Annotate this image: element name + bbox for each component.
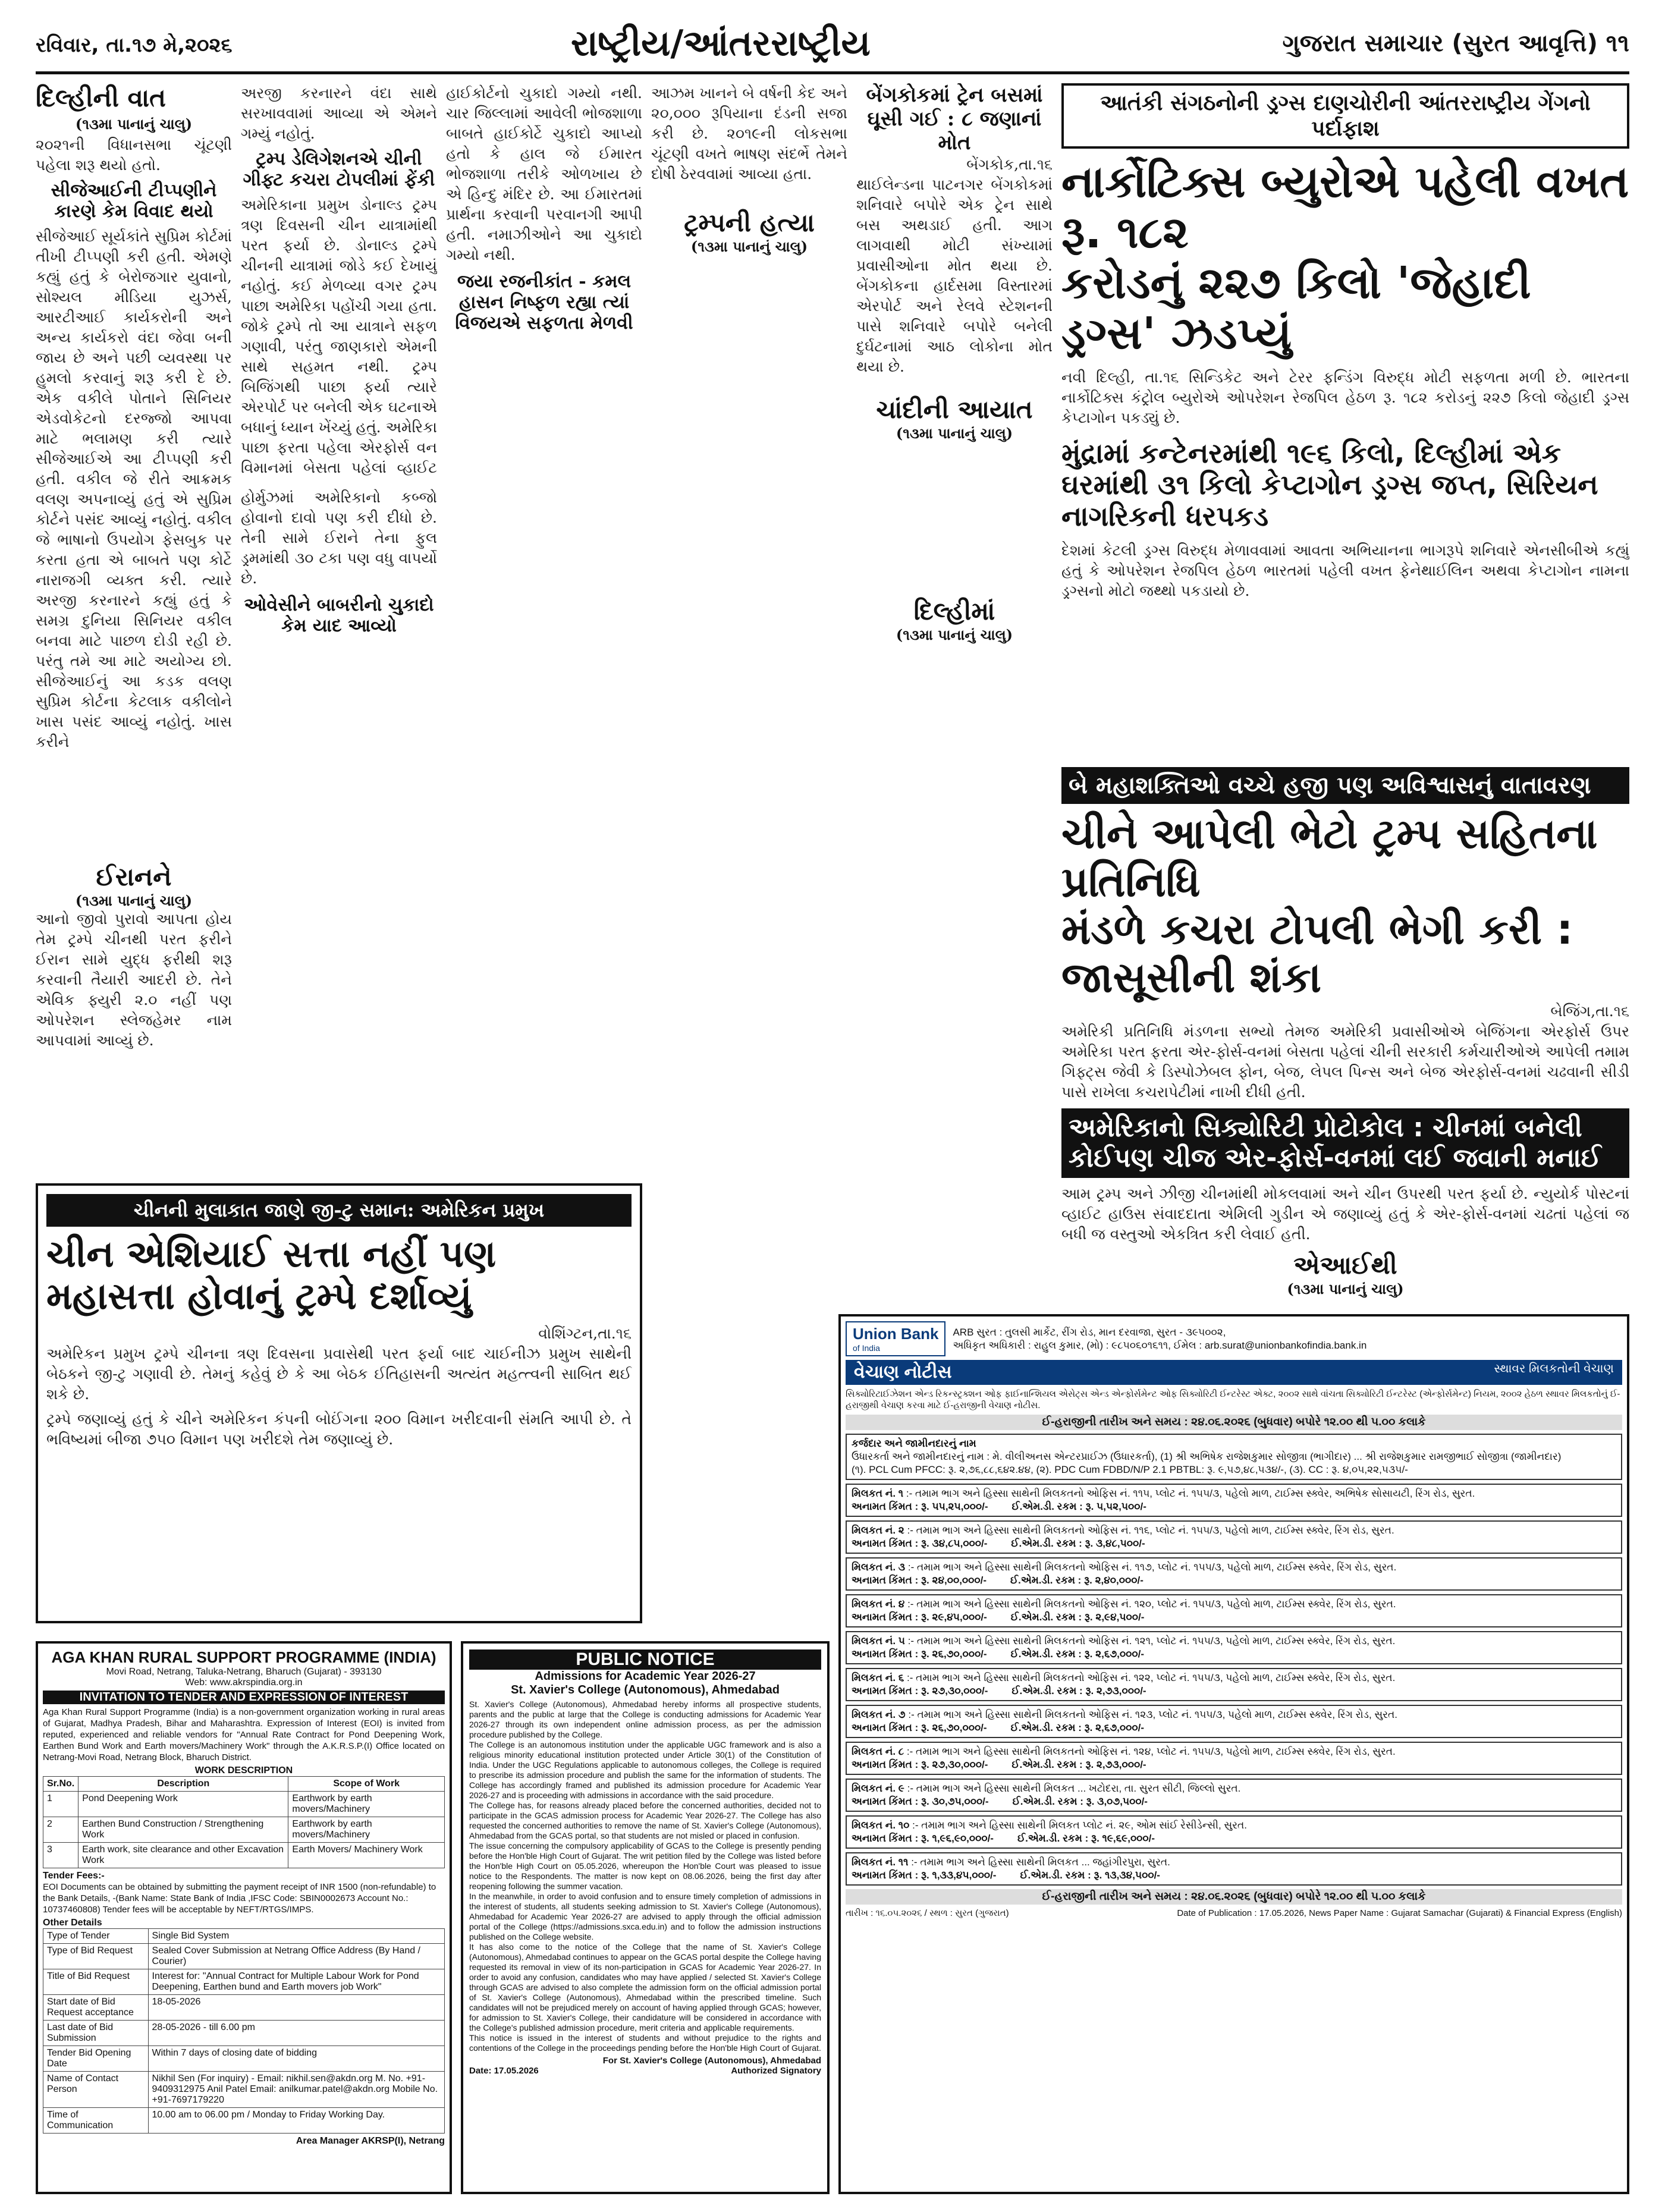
bank-subname: of India: [853, 1343, 880, 1353]
headline: બેંગકોકમાં ટ્રેન બસમાં ઘૂસી ગઈ : ૮ જણાનાં મોત: [866, 83, 1043, 155]
body-paragraph: આમ ટ્રમ્પ અને ઝીજી ચીનમાંથી મોકલવામાં અને ચીન ઉપરથી પરત ફર્યા છે. ન્યુયોર્ક પોસ્ટનાં વ્હાઈટ હાઉસ સંવાદદાતા એમિલી ગુડીન એ જણાવ્યું હતું કે એર-ફોર્સ-વનમાં ચઢતાં પહેલાં જ બધી જ વસ્તુઓ એકત્રિત કરી લેવાઈ હતી.: [1061, 1185, 1629, 1243]
section-title: રાષ્ટ્રીય/આંતરરાષ્ટ્રીય: [571, 23, 871, 64]
borrower-names: ઉધારકર્તા અને જામીનદારનું નામ : મે. વીલીઅનસ એન્ટરપ્રાઈઝ (ઉધારકર્તા), (1) શ્રી અભિષેક રાજેશકુમાર સોજીત્રા (ભાગીદાર) ... શ્રી રાજેશકુમાર રામજીભાઈ સોજીત્રા (જામીનદાર): [852, 1451, 1562, 1462]
china-gifts-story: [1061, 767, 1629, 1302]
table-row: [43, 2072, 445, 2108]
emd-amount: [1013, 1795, 1148, 1808]
work-table: [43, 1776, 445, 1868]
column-hormuz: [241, 488, 437, 821]
table-row: [43, 1929, 445, 1944]
sale-notice-title: વેચાણ નોટીસ: [854, 1362, 952, 1382]
fee-text: EOI Documents can be obtained by submitting the payment receipt of INR 1500 (non-refundable) to the Bank Details, -(Bank Name: State Bank of India ,IFSC Code: SBIN0002673 Account No.: 10737460808) Tender fees will be acceptable by NEFT/RTGS/IMPS.: [43, 1882, 436, 1915]
lot-description: મિલકત નં. ૧ :- તમામ ભાગ અને હિસ્સા સાથેની મિલકતનો ઓફિસ નં. ૧૧૫, પ્લોટ નં. ૧૫૫/૩, પહેલો માળ, ટાઈમ્સ સ્ક્વેર, અભિષેક સોસાયટી, રિંગ રોડ, સુરત.: [852, 1488, 1475, 1499]
table-row: [43, 1944, 445, 1969]
headline-line-2: કરોડનું ૨૨૭ કિલો 'જેહાદી ડ્રગ્સ' ઝડપ્યું: [1061, 257, 1531, 360]
table-cell: Earth work, site clearance and other Excavation Work: [78, 1843, 288, 1868]
date-line: રવિવાર, તા.૧૭ મે,૨૦૨૬: [36, 33, 233, 57]
table-cell: Pond Deepening Work: [78, 1792, 288, 1817]
headline: ચીન એશિયાઈ સત્તા નહીં પણ મહાસત્તા હોવાનું ટ્રમ્પે દર્શાવ્યું: [46, 1232, 497, 1318]
emd-label: ઈ.એમ.ડી. રકમ :: [1011, 1501, 1083, 1512]
reserve-value: રૂ. ૧,૯૬,૯૦,૦૦૦/-: [921, 1833, 994, 1844]
lot-description: મિલકત નં. ૩ :- તમામ ભાગ અને હિસ્સા સાથેની મિલકતનો ઓફિસ નં. ૧૧૭, પ્લોટ નં. ૧૫૫/૩, પહેલો માળ, ટાઈમ્સ સ્ક્વેર, રિંગ રોડ, સુરત.: [852, 1561, 1397, 1573]
public-notice: [461, 1641, 830, 2194]
paragraph: અરજી કરનારને વંદા સાથે સરખાવવામાં આવ્યા એ એમને ગમ્યું નહોતું.: [241, 84, 437, 142]
lot-text: તમામ ભાગ અને હિસ્સા સાથેની મિલકતનો ઓફિસ નં. ૧૨૨, પ્લોટ નં. ૧૫૫/૩, પહેલો માળ, ટાઈમ્સ સ્ક્વેર, રિંગ રોડ, સુરત.: [916, 1672, 1396, 1683]
notice-authority: Authorized Signatory: [731, 2066, 821, 2076]
reserve-price: [852, 1832, 994, 1845]
article-title: દિલ્હીની વાત: [36, 83, 166, 112]
reserve-value: રૂ. ૨૭,૩૦,૦૦૦/-: [921, 1685, 988, 1696]
notice-body: [469, 1699, 821, 2053]
paragraph: ટ્રમ્પે જણાવ્યું હતું કે ચીને અમેરિકન કંપની બોઈંગના ૨૦૦ વિમાન ખરીદવાની સંમતિ આપી છે. તે ભવિષ્યમાં બીજા ૭૫૦ વિમાન પણ ખરીદશે તેમ જણાવ્યું છે.: [46, 1410, 632, 1448]
reserve-label: અનામત કિંમત :: [852, 1796, 919, 1807]
lot-label: મિલકત નં. ૪: [852, 1598, 905, 1610]
notice-subtitle: Admissions for Academic Year 2026-27: [535, 1670, 756, 1683]
paragraph: St. Xavier's College (Autonomous), Ahmedabad hereby informs all prospective students, parents and the public at large that the College is conducting admissions for Academic Year 2026-27 through its own independent online admission process, as per the admission procedure published by the College.: [469, 1699, 821, 1739]
paper-name: ગુજરાત સમાચાર (સુરત આવૃત્તિ) ૧૧: [1282, 30, 1629, 57]
emd-value: રૂ. ૨,૭૩,૦૦૦/-: [1085, 1759, 1146, 1770]
lot-amounts: [852, 1500, 1616, 1513]
emd-amount: [1011, 1648, 1144, 1661]
sale-notice-subtitle: સ્થાવર મિલકતોની વેચાણ: [1494, 1362, 1614, 1375]
reserve-value: રૂ. ૨૬,૭૦,૦૦૦/-: [921, 1648, 987, 1660]
subheadline: અમેરિકાનો સિક્યોરિટી પ્રોટોકોલ : ચીનમાં બનેલી કોઈપણ ચીજ એર-ફોર્સ-વનમાં લઈ જવાની મનાઈ: [1061, 1108, 1629, 1178]
tender-title: INVITATION TO TENDER AND EXPRESSION OF INTEREST: [43, 1691, 445, 1704]
emd-label: ઈ.એમ.ડી. રકમ :: [1017, 1833, 1089, 1844]
headline-line-1: ચીને આપેલી ભેટો ટ્રમ્પ સહિતના પ્રતિનિધિ: [1061, 809, 1598, 906]
reserve-value: રૂ. ૨૪,૦૦,૦૦૦/-: [921, 1575, 987, 1586]
bank-logo: [846, 1321, 945, 1356]
continuation-note: (૧૩મા પાનાનું ચાલુ): [1287, 1280, 1404, 1298]
reserve-price: [852, 1611, 987, 1624]
property-lot: [846, 1852, 1622, 1886]
table-cell: Earthen Bund Construction / Strengthening Work: [78, 1817, 288, 1843]
reserve-value: રૂ. ૨૬,૭૦,૦૦૦/-: [921, 1722, 987, 1733]
emd-label: ઈ.એમ.ડી. રકમ :: [1010, 1648, 1082, 1660]
dateline: વોશિંગ્ટન,તા.૧૬: [538, 1324, 632, 1342]
section-title: ચાંદીની આયાત: [876, 395, 1033, 424]
notice-date: Date: 17.05.2026: [469, 2066, 539, 2076]
reserve-price: [852, 1795, 989, 1808]
property-lot: [846, 1520, 1622, 1554]
reserve-value: રૂ. ૨૯,૪૫,૦૦૦/-: [921, 1611, 987, 1623]
sale-notice-bar: [846, 1360, 1622, 1385]
paragraph: સીજેઆઈ સૂર્યકાંતે સુપ્રિમ કોર્ટમાં તીખી ટીપ્પણી કરી હતી. એમણે કહ્યું હતું કે બેરોજગાર યુવાનો, સોશ્યલ મીડિયા યુઝર્સ, આરટીઆઈ કાર્યકરોની અને અન્ય કાર્યકરો વંદા જેવા બની જાય છે અને પછી વ્યવસ્થા પર હુમલો કરવાનું શરૂ કરી દે છે. એક વકીલે પોતાને સિનિયર એડવોકેટનો દરજ્જો આપવા માટે ભલામણ કરી ત્યારે સીજેઆઈએ આ ટીપ્પણી કરી હતી. વકીલ જે રીતે આક્રમક વલણ અપનાવ્યું હતું એ સુપ્રિમ કોર્ટને પસંદ આવ્યું નહોતું. વકીલ જે ભાષાનો ઉપયોગ ફેસબુક પર કરતા હતા એ બાબતે પણ કોર્ટે નારાજગી વ્યક્ત કરી. ત્યારે અરજી કરનારને કહ્યું હતું કે સમગ્ર દુનિયા સિનિયર વકીલ બનવા માટે પાછળ દોડી રહી છે. પરંતુ તમે આ માટે અયોગ્ય છો. સીજેઆઈનું આ કડક વલણ સુપ્રિમ કોર્ટના કેટલાક વકીલોને ખાસ પસંદ આવ્યું નહોતું. ખાસ કરીને: [36, 228, 232, 750]
table-cell: Time of Communication: [43, 2108, 149, 2134]
kicker-box: [1061, 83, 1629, 149]
emd-amount: [1011, 1685, 1146, 1698]
lead-paragraph: નવી દિલ્હી, તા.૧૬ સિન્ડિકેટ અને ટેરર ફન્ડિંગ વિરુદ્ધ મોટી સફળતા મળી છે. ભારતના નાર્કોટિક્સ કંટ્રોલ બ્યુરોએ ઓપરેશન રેજપિલ હેઠળ રૂ. ૧૮૨ કરોડનું ૨૨૭ કિલો જેહાદી ડ્રગ્સ કેપ્ટાગોન પકડ્યું છે.: [1061, 369, 1629, 427]
reserve-price: [852, 1537, 987, 1550]
notice-title: PUBLIC NOTICE: [469, 1649, 821, 1670]
reserve-label: અનામત કિંમત :: [852, 1685, 919, 1696]
property-lot: [846, 1484, 1622, 1517]
table-row: [43, 1843, 445, 1868]
reserve-price: [852, 1721, 987, 1735]
emd-value: રૂ. ૨,૬૭,૦૦૦/-: [1084, 1648, 1144, 1660]
auction-date: ઈ-હરાજીની તારીખ અને સમય : ૨૪.૦૬.૨૦૨૬ (બુધવાર) બપોરે ૧૨.૦૦ થી ૫.૦૦ કલાકે: [846, 1415, 1622, 1430]
paragraph: It has also come to the notice of the College that the name of St. Xavier's College (Autonomous), Ahmedabad continues to appear on the GCAS portal despite the College having requested its removal in view of its non-participation in GCAS for Academic Year 2026-27. In order to avoid any confusion, candidates who may have applied / selected St. Xavier's College through GCAS are advised to also complete the admission form on the official admission portal of St. Xavier's College (Autonomous), Ahmedabad within the prescribed timeline. Such candidates will not be prejudiced merely on account of having applied through GCAS; however, for admission to St. Xavier's College, their candidature will be considered in accordance with the College's published admission procedure, merit criteria and applicable requirements.: [469, 1942, 821, 2032]
reserve-label: અનામત કિંમત :: [852, 1648, 919, 1660]
section-title: ટ્રમ્પની હત્યા: [684, 208, 815, 237]
paragraph: ૨૦૨૧ની વિધાનસભા ચૂંટણી પહેલા શરૂ થયો હતો.: [36, 136, 232, 174]
table-cell: 2: [43, 1817, 78, 1843]
emd-label: ઈ.એમ.ડી. રકમ :: [1010, 1722, 1082, 1733]
sale-intro: સિક્યોરિટાઈઝેશન એન્ડ રિકન્સ્ટ્રક્શન ઓફ ફાઈનાન્શિયલ એસેટ્સ એન્ડ એન્ફોર્સમેન્ટ ઓફ સિક્યોરિટી ઈન્ટરેસ્ટ એક્ટ, ૨૦૦૨ સાથે વાંચતા સિક્યોરિટી ઈન્ટરેસ્ટ (એન્ફોર્સમેન્ટ) નિયમ, ૨૦૦૨ હેઠળ સ્થાવર મિલકતોનું ઈ-હરાજીથી વેચાણ કરવા માટે ઈ-હરાજીની વેચાણ નોટીસ.: [846, 1389, 1620, 1410]
lot-amounts: [852, 1648, 1616, 1661]
lot-description: મિલકત નં. ૨ :- તમામ ભાગ અને હિસ્સા સાથેની મિલકતનો ઓફિસ નં. ૧૧૬, પ્લોટ નં. ૧૫૫/૩, પહેલો માળ, ટાઈમ્સ સ્ક્વેર, રિંગ રોડ, સુરત.: [852, 1525, 1394, 1536]
emd-amount: [1010, 1574, 1143, 1587]
lot-label: મિલકત નં. ૮: [852, 1746, 904, 1757]
work-heading: WORK DESCRIPTION: [194, 1765, 293, 1776]
table-cell: Nikhil Sen (For inquiry) - Email: nikhil.sen@akdn.org M. No. +91-9409312975 Anil Patel Email: anilkumar.patel@akdn.org Mobile No. +91-7697179220: [148, 2072, 444, 2108]
table-cell: Type of Tender: [43, 1929, 149, 1944]
reserve-label: અનામત કિંમત :: [852, 1869, 919, 1881]
table-cell: Last date of Bid Submission: [43, 2021, 149, 2046]
notice-subtitle: St. Xavier's College (Autonomous), Ahmedabad: [511, 1683, 780, 1696]
property-lot: [846, 1779, 1622, 1812]
borrower-block: [846, 1434, 1622, 1480]
emd-label: ઈ.એમ.ડી. રકમ :: [1020, 1869, 1091, 1881]
emd-amount: [1011, 1611, 1145, 1624]
lot-label: મિલકત નં. ૫: [852, 1635, 905, 1647]
emd-value: રૂ. ૨,૭૩,૦૦૦/-: [1085, 1685, 1146, 1696]
emd-label: ઈ.એમ.ડી. રકમ :: [1011, 1759, 1083, 1770]
subheading: ટ્રમ્પ ડેલિગેશનએ ચીની ગીફ્ટ કચરા ટોપલીમાં ફેંકી: [243, 149, 435, 190]
paragraph: થાઈલેન્ડના પાટનગર બેંગકોકમાં શનિવારે બપોરે એક ટ્રેન સાથે બસ અથડાઈ હતી. આગ લાગવાથી મોટી સંખ્યામાં પ્રવાસીઓના મોત થયા છે. બેંગકોકના હાર્દસમા વિસ્તારમાં એરપોર્ટ અને રેલવે સ્ટેશનની પાસે શનિવારે બપોરે બનેલી દુર્ઘટનામાં આઠ લોકોના મોત થયા છે.: [856, 176, 1053, 375]
section-title: એઆઈથી: [1293, 1250, 1397, 1280]
lot-label: મિલકત નં. ૬: [852, 1672, 904, 1683]
bank-officer: અધિકૃત અધિકારી : રાહુલ કુમાર, (મો) : ૯૮૫૦૬૦૧૬૧૧, ઈમેલ : arb.surat@unionbankofindia.bank.in: [953, 1339, 1367, 1351]
section-title: ઈરાનને: [96, 862, 172, 891]
subheading: જયા રજનીકાંત - કમલ હાસન નિષ્ફળ રહ્યા ત્યાં વિજયએ સફળતા મેળવી: [455, 271, 633, 334]
paragraph: આનો જીવો પુરાવો આપતા હોય તેમ ટ્રમ્પે ચીનથી પરત ફરીને ઈરાન સામે યુદ્ધ ફરીથી શરૂ કરવાની તૈયારી આદરી છે. તેને એવિક ફ્યુરી ૨.૦ નહીં પણ ઓપરેશન સ્લેજહેમર નામ આપવામાં આવ્યું છે.: [36, 910, 232, 1049]
lot-description: મિલકત નં. ૬ :- તમામ ભાગ અને હિસ્સા સાથેની મિલકતનો ઓફિસ નં. ૧૨૨, પ્લોટ નં. ૧૫૫/૩, પહેલો માળ, ટાઈમ્સ સ્ક્વેર, રિંગ રોડ, સુરત.: [852, 1672, 1396, 1683]
column-trump-gift: [241, 83, 437, 476]
lot-label: મિલકત નં. ૧૦: [852, 1820, 910, 1831]
lot-amounts: [852, 1869, 1616, 1882]
emd-value: રૂ. ૧૩,૩૪,૫૦૦/-: [1094, 1869, 1160, 1881]
emd-label: ઈ.એમ.ડી. રકમ :: [1010, 1575, 1082, 1586]
emd-amount: [1011, 1537, 1145, 1550]
emd-value: રૂ. ૨,૬૭,૦૦૦/-: [1084, 1722, 1144, 1733]
table-cell: Title of Bid Request: [43, 1969, 149, 1995]
reserve-price: [852, 1869, 996, 1882]
column-azam-khan: [651, 83, 847, 850]
table-cell: 18-05-2026: [148, 1995, 444, 2021]
kicker: બે મહાશક્તિઓ વચ્ચે હજી પણ અવિશ્વાસનું વાતાવરણ: [1061, 767, 1629, 804]
closing-auction-date: ઈ-હરાજીની તારીખ અને સમય : ૨૪.૦૬.૨૦૨૬ (બુધવાર) બપોરે ૧૨.૦૦ થી ૫.૦૦ કલાકે: [846, 1889, 1622, 1905]
lot-text: તમામ ભાગ અને હિસ્સા સાથેની મિલકત ... ખટોદરા, તા. સુરત સીટી, જિલ્લો સુરત.: [916, 1783, 1241, 1794]
lot-text: તમામ ભાગ અને હિસ્સા સાથેની મિલકતનો ઓફિસ નં. ૧૨૦, પ્લોટ નં. ૧૫૫/૩, પહેલો માળ, ટાઈમ્સ સ્ક્વેર, રિંગ રોડ, સુરત.: [916, 1598, 1396, 1610]
paragraph: આઝમ ખાનને બે વર્ષની કેદ અને ૨૦,૦૦૦ રૂપિયાના દંડની સજા કરી છે. ૨૦૧૯ની લોકસભા ચૂંટણી વખતે ભાષણ સંદર્ભે તેમને દોષી ઠેરવવામાં આવ્યા હતા.: [651, 84, 847, 183]
lot-amounts: [852, 1758, 1616, 1771]
reserve-value: રૂ. ૧,૩૩,૪૫,૦૦૦/-: [921, 1869, 997, 1881]
reserve-label: અનામત કિંમત :: [852, 1611, 919, 1623]
borrower-label: કર્જદાર અને જામીનદારનું નામ: [852, 1438, 976, 1449]
emd-amount: [1012, 1500, 1146, 1513]
bank-contact: [953, 1326, 1366, 1352]
lot-label: મિલકત નં. ૯: [852, 1783, 904, 1794]
reserve-label: અનામત કિંમત :: [852, 1722, 919, 1733]
emd-label: ઈ.એમ.ડી. રકમ :: [1011, 1685, 1083, 1696]
table-header: Scope of Work: [288, 1777, 445, 1792]
table-cell: Tender Bid Opening Date: [43, 2046, 149, 2072]
table-cell: Within 7 days of closing date of bidding: [148, 2046, 444, 2072]
lot-description: મિલકત નં. ૮ :- તમામ ભાગ અને હિસ્સા સાથેની મિલકતનો ઓફિસ નં. ૧૨૪, પ્લોટ નં. ૧૫૫/૩, પહેલો માળ, ટાઈમ્સ સ્ક્વેર, રિંગ રોડ, સુરત.: [852, 1746, 1396, 1757]
table-header: Sr.No.: [43, 1777, 78, 1792]
reserve-label: અનામત કિંમત :: [852, 1833, 919, 1844]
continuation-note: (૧૩મા પાનાનું ચાલુ): [896, 626, 1013, 643]
footer-publication: Date of Publication : 17.05.2026, News Paper Name : Gujarat Samachar (Gujarati) & Financial Express (English): [1177, 1908, 1622, 1918]
property-lot: [846, 1705, 1622, 1738]
notice-footer: [846, 1908, 1622, 1918]
table-row: [43, 2108, 445, 2134]
details-table: [43, 1928, 445, 2134]
china-story-box: [36, 1183, 642, 1623]
emd-label: ઈ.એમ.ડી. રકમ :: [1011, 1538, 1082, 1549]
org-name: AGA KHAN RURAL SUPPORT PROGRAMME (INDIA): [51, 1648, 436, 1666]
emd-amount: [1020, 1869, 1160, 1882]
paragraph: This notice is issued in the interest of students and without prejudice to the rights and contentions of the College in the proceedings pending before the Hon'ble High Court of Gujarat.: [469, 2033, 821, 2053]
continuation-note: (૧૩મા પાનાનું ચાલુ): [75, 892, 193, 909]
table-row: [43, 1792, 445, 1817]
table-cell: 10.00 am to 06.00 pm / Monday to Friday Working Day.: [148, 2108, 444, 2134]
lot-amounts: [852, 1574, 1616, 1587]
drugs-banner-story: [1061, 83, 1629, 755]
emd-amount: [1011, 1758, 1146, 1771]
lot-text: તમામ ભાગ અને હિસ્સા સાથેની મિલકત પ્લોટ નં. ૨૯, ઓમ સાંઈ રેસીડેન્સી, સુરત.: [921, 1820, 1247, 1831]
reserve-label: અનામત કિંમત :: [852, 1501, 919, 1512]
table-cell: 28-05-2026 - till 6.00 pm: [148, 2021, 444, 2046]
notice-footer: [469, 2066, 821, 2076]
table-row: [43, 2021, 445, 2046]
emd-label: ઈ.એમ.ડી. રકમ :: [1012, 1796, 1083, 1807]
paragraph: In the meanwhile, in order to avoid confusion and to ensure timely completion of admissions in the interest of students, all students seeking admission to St. Xavier's College (Autonomous), Ahmedabad for Academic Year 2026-27 are advised to apply through the official admission portal of the College (https://admissions.sxca.edu.in) and to follow the admission instructions published on the College website.: [469, 1891, 821, 1941]
lot-text: તમામ ભાગ અને હિસ્સા સાથેની મિલકતનો ઓફિસ નં. ૧૧૫, પ્લોટ નં. ૧૫૫/૩, પહેલો માળ, ટાઈમ્સ સ્ક્વેર, અભિષેક સોસાયટી, રિંગ રોડ, સુરત.: [915, 1488, 1475, 1499]
lot-amounts: [852, 1795, 1616, 1808]
table-cell: Sealed Cover Submission at Netrang Office Address (By Hand / Courier): [148, 1944, 444, 1969]
property-lot: [846, 1631, 1622, 1664]
lot-amounts: [852, 1685, 1616, 1698]
paragraph: હાઈકોર્ટનો ચુકાદો ગમ્યો નથી. ચાર જિલ્લામાં આવેલી ભોજશાળા બાબતે હાઈકોર્ટે ચુકાદો આપ્યો હતો કે હાલ જે ઈમારત ભોજશાળા તરીકે ઓળખાય છે એ હિન્દુ મંદિર છે. આ ઈમારતમાં પ્રાર્થના કરવાની પરવાનગી આપી હતી. નમાઝીઓને આ ચુકાદો ગમ્યો નથી.: [446, 84, 642, 263]
paragraph: The College has, for reasons already placed before the concerned authorities, decided not to participate in the GCAS admission process for Academic Year 2026-27. The College has also requested the concerned authorities to remove the name of St. Xavier's College (Autonomous), Ahmedabad from the GCAS portal, so that students are not misled or placed in confusion.: [469, 1801, 821, 1840]
emd-value: રૂ. ૨,૯૪,૫૦૦/-: [1084, 1611, 1145, 1623]
table-cell: Earthwork by earth movers/Machinery: [288, 1817, 445, 1843]
paragraph: The issue concerning the compulsory applicability of GCAS to the College is presently pending before the Hon'ble High Court of Gujarat. The writ petition filed by the College was listed before the Hon'ble High Court on 05.05.2026, whereupon the Hon'ble Court was pleased to issue notice to the Respondents. The matter is now kept on 08.06.2026, being the first day after reopening following the summer vacation.: [469, 1841, 821, 1891]
demand-amount: (૧). PCL Cum PFCC: રૂ. ૨,૭૬,૮૮,૬૪૨.૪૪, (૨). PDC Cum FDBD/N/P 2.1 PBTBL: રૂ. ૯,૫૭,૪૮,૫૩૪/-, (૩). CC : રૂ. ૪,૦૫,૨૨,૫૩૫/-: [852, 1464, 1408, 1475]
bank-name: Union Bank: [853, 1325, 939, 1343]
lot-text: તમામ ભાગ અને હિસ્સા સાથેની મિલકતનો ઓફિસ નં. ૧૨૧, પ્લોટ નં. ૧૫૫/૩, પહેલો માળ, ટાઈમ્સ સ્ક્વેર, રિંગ રોડ, સુરત.: [916, 1635, 1396, 1647]
table-row: [43, 2046, 445, 2072]
emd-amount: [1017, 1832, 1155, 1845]
lot-description: મિલકત નં. ૯ :- તમામ ભાગ અને હિસ્સા સાથેની મિલકત ... ખટોદરા, તા. સુરત સીટી, જિલ્લો સુરત.: [852, 1783, 1241, 1794]
lot-label: મિલકત નં. ૧: [852, 1488, 904, 1499]
section-title: દિલ્હીમાં: [913, 596, 995, 626]
paragraph: અમેરિકન પ્રમુખ ટ્રમ્પે ચીનના ત્રણ દિવસના પ્રવાસેથી પરત ફર્યા બાદ ચાઈનીઝ પ્રમુખ સાથેની બેઠકને જી-ટુ ગણાવી છે. તેમનું કહેવું છે કે આ બેઠક ઈતિહાસની અત્યંત મહત્ત્વની સાબિત થઈ શકે છે.: [46, 1344, 632, 1403]
other-details-heading: Other Details: [43, 1918, 102, 1928]
property-lot: [846, 1815, 1622, 1849]
property-lot: [846, 1557, 1622, 1591]
lot-label: મિલકત નં. ૧૧: [852, 1856, 909, 1868]
table-cell: 3: [43, 1843, 78, 1868]
paragraph: હોર્મુઝમાં અમેરિકાનો કબ્જો હોવાનો દાવો પણ કરી દીધો છે. તેની સામે ઈરાને તેના ફુલ ડ્રમમાંથી ૩૦ ટકા પણ વધુ વાપર્યો છે.: [241, 489, 437, 587]
reserve-label: અનામત કિંમત :: [852, 1538, 919, 1549]
body-paragraph: દેશમાં કેટલી ડ્રગ્સ વિરુદ્ધ મેળાવવામાં આવતા અભિયાનના ભાગરૂપે શનિવારે એનસીબીએ કહ્યું હતું કે ઓપરેશન રેજપિલ હેઠળ ભારતમાં પહેલી વખત ફેનેથાઈલિન અથવા કેપ્ટાગોન નામના ડ્રગ્સનો મોટો જથ્થો પકડાયો છે.: [1061, 542, 1629, 600]
property-lot: [846, 1594, 1622, 1627]
column-high-court: [446, 83, 642, 476]
table-cell: Type of Bid Request: [43, 1944, 149, 1969]
column-iran: [36, 862, 232, 1171]
lot-text: તમામ ભાગ અને હિસ્સા સાથેની મિલકત ... જહાંગીરપુરા, સુરત.: [920, 1856, 1170, 1868]
reserve-price: [852, 1685, 988, 1698]
dateline: બેજિંગ,તા.૧૬: [1550, 1003, 1629, 1020]
reserve-price: [852, 1574, 987, 1587]
footer-place: તારીખ : ૧૬.૦૫.૨૦૨૬ / સ્થળ : સુરત (ગુજરાત): [846, 1908, 1009, 1918]
emd-value: રૂ. ૩,૦૭,૫૦૦/-: [1086, 1796, 1148, 1807]
lot-description: મિલકત નં. ૭ :- તમામ ભાગ અને હિસ્સા સાથેની મિલકતનો ઓફિસ નં. ૧૨૩, પ્લોટ નં. ૧૫૫/૩, પહેલો માળ, ટાઈમ્સ સ્ક્વેર, રિંગ રોડ, સુરત.: [852, 1709, 1397, 1720]
lot-text: તમામ ભાગ અને હિસ્સા સાથેની મિલકતનો ઓફિસ નં. ૧૨૪, પ્લોટ નં. ૧૫૫/૩, પહેલો માળ, ટાઈમ્સ સ્ક્વેર, રિંગ રોડ, સુરત.: [916, 1746, 1396, 1757]
org-address: Movi Road, Netrang, Taluka-Netrang, Bharuch (Gujarat) - 393130: [106, 1667, 382, 1677]
emd-amount: [1011, 1721, 1144, 1735]
continuation-note: (૧૩મા પાનાનું ચાલુ): [896, 425, 1013, 442]
table-header: Description: [78, 1777, 288, 1792]
table-cell: Interest for: "Annual Contract for Multiple Labour Work for Pond Deepening, Earthen bund and Earth movers job Work": [148, 1969, 444, 1995]
table-row: [43, 1995, 445, 2021]
lot-amounts: [852, 1832, 1616, 1845]
lead-paragraph: અમેરિકી પ્રતિનિધિ મંડળના સભ્યો તેમજ અમેરિકી પ્રવાસીઓએ બેજિંગના એરફોર્સ ઉપર અમેરિકા પરત ફરતા એર-ફોર્સ-વનમાં બેસતા પહેલાં ચીની સરકારી કર્મચારીઓએ આપેલી તમામ ગિફ્ટ્સ જેવી કે ડિસ્પોઝેબલ ફોન, બેજ, લેપલ પિન્સ અને બેજ એરફોર્સ-વનમાં ચઢવાની સીડી પાસે રાખેલા કચરાપેટીમાં નાખી દીધી હતી.: [1061, 1023, 1629, 1101]
table-row: [43, 1969, 445, 1995]
table-cell: Single Bid System: [148, 1929, 444, 1944]
emd-value: રૂ. ૨,૪૦,૦૦૦/-: [1084, 1575, 1143, 1586]
reserve-price: [852, 1500, 988, 1513]
subheading: ઓવેસીને બાબરીનો ચુકાદો કેમ યાદ આવ્યો: [244, 595, 434, 636]
column-bangkok: [856, 83, 1053, 850]
kicker: આતંકી સંગઠનોની ડ્રગ્સ દાણચોરીની આંતરરાષ્ટ્રીય ગેંગનો પર્દાફાશ: [1100, 90, 1591, 141]
emd-value: રૂ. ૧૯,૬૯,૦૦૦/-: [1091, 1833, 1155, 1844]
property-lots: [846, 1484, 1622, 1886]
emd-label: ઈ.એમ.ડી. રકમ :: [1010, 1611, 1082, 1623]
reserve-value: રૂ. ૫૫,૨૫,૦૦૦/-: [921, 1501, 988, 1512]
emd-value: રૂ. ૩,૪૮,૫૦૦/-: [1085, 1538, 1145, 1549]
kicker: ચીનની મુલાકાત જાણે જી-ટુ સમાન: અમેરિકન પ્રમુખ: [46, 1194, 632, 1227]
lot-amounts: [852, 1721, 1616, 1735]
lot-label: મિલકત નં. ૨: [852, 1525, 904, 1536]
reserve-value: રૂ. ૩૪,૮૫,૦૦૦/-: [921, 1538, 988, 1549]
subheadline: મુંદ્રામાં કન્ટેનરમાંથી ૧૯૬ કિલો, દિલ્હીમાં એક ઘરમાંથી ૩૧ કિલો કેપ્ટાગોન ડ્રગ્સ જપ્ત, સિરિયન નાગરિકની ધરપકડ: [1061, 437, 1598, 533]
reserve-value: રૂ. ૩૦,૭૫,૦૦૦/-: [921, 1796, 989, 1807]
property-lot: [846, 1668, 1622, 1701]
headline-line-2: મંડળે કચરા ટોપલી ભેગી કરી : જાસૂસીની શંકા: [1061, 905, 1573, 1002]
continuation-note: (૧૩મા પાનાનું ચાલુ): [690, 238, 808, 255]
page-header: [36, 18, 1629, 74]
bank-address: ARB સુરત : તુલસી માર્કેટ, રીંગ રોડ, માન દરવાજા, સુરત - ૩૯૫૦૦૨,: [953, 1326, 1226, 1338]
table-cell: Earthwork by earth movers/Machinery: [288, 1792, 445, 1817]
tender-intro: Aga Khan Rural Support Programme (India) is a non-government organization working in rural areas of Gujarat, Madhya Pradesh, Bihar and Maharashtra. Expression of Interest (EOI) is invited from reputed, experienced and reliable vendors for "Annual Rate Contract for Pond Deepening Work, Earthen Bund Work and Earth movers/Machinery Work" through the A.K.R.S.P.(I) Office located on Netrang-Movi Road, Netrang Block, Bharuch District.: [43, 1707, 445, 1762]
table-cell: Start date of Bid Request acceptance: [43, 1995, 149, 2021]
dateline: બેંગકોક,તા.૧૬: [966, 156, 1053, 173]
subheading: સીજેઆઈની ટીપ્પણીને કારણે કેમ વિવાદ થયો: [51, 180, 217, 222]
lot-text: તમામ ભાગ અને હિસ્સા સાથેની મિલકતનો ઓફિસ નં. ૧૧૭, પ્લોટ નં. ૧૫૫/૩, પહેલો માળ, ટાઈમ્સ સ્ક્વેર, રિંગ રોડ, સુરત.: [916, 1561, 1397, 1573]
table-cell: Earth Movers/ Machinery Work: [288, 1843, 445, 1868]
table-cell: Name of Contact Person: [43, 2072, 149, 2108]
paragraph: અમેરિકાના પ્રમુખ ડોનાલ્ડ ટ્રમ્પ ત્રણ દિવસની ચીન યાત્રામાંથી પરત ફર્યા છે. ડોનાલ્ડ ટ્રમ્પે ચીનની યાત્રામાં જોડે કઈ દેખાયું નહોતું. કઈ મેળવ્યા વગર ટ્રમ્પ પાછા અમેરિકા પહોંચી ગયા હતા. જોકે ટ્રમ્પે તો આ યાત્રાને સફળ ગણાવી, પરંતુ જાણકારો એમની સાથે સહમત નથી. ટ્રમ્પ બિજિંગથી પાછા ફર્યા ત્યારે એરપોર્ટ પર બનેલી એક ઘટનાએ બધાનું ધ્યાન ખેંચ્યું હતું. અમેરિકા પાછા ફરતા પહેલા એરફોર્સ વન વિમાનમાં બેસતા પહેલાં વ્હાઈટ: [241, 196, 437, 476]
aga-khan-tender: [36, 1641, 452, 2194]
fee-heading: Tender Fees:-: [43, 1871, 105, 1881]
headline-line-1: નાર્કોટિક્સ બ્યુરોએ પહેલી વખત રૂ. ૧૮૨: [1061, 156, 1629, 259]
lot-description: મિલકત નં. ૧૧ :- તમામ ભાગ અને હિસ્સા સાથેની મિલકત ... જહાંગીરપુરા, સુરત.: [852, 1856, 1170, 1868]
lot-label: મિલકત નં. ૭: [852, 1709, 906, 1720]
property-lot: [846, 1742, 1622, 1775]
emd-value: રૂ. ૫,૫૨,૫૦૦/-: [1085, 1501, 1146, 1512]
lot-description: મિલકત નં. ૪ :- તમામ ભાગ અને હિસ્સા સાથેની મિલકતનો ઓફિસ નં. ૧૨૦, પ્લોટ નં. ૧૫૫/૩, પહેલો માળ, ટાઈમ્સ સ્ક્વેર, રિંગ રોડ, સુરત.: [852, 1598, 1396, 1610]
continuation-note: (૧૩મા પાનાનું ચાલુ): [75, 115, 193, 133]
reserve-value: રૂ. ૨૭,૩૦,૦૦૦/-: [921, 1759, 988, 1770]
reserve-label: અનામત કિંમત :: [852, 1575, 919, 1586]
union-bank-sale-notice: [838, 1314, 1629, 2194]
reserve-price: [852, 1758, 988, 1771]
lot-text: તમામ ભાગ અને હિસ્સા સાથેની મિલકતનો ઓફિસ નં. ૧૧૬, પ્લોટ નં. ૧૫૫/૩, પહેલો માળ, ટાઈમ્સ સ્ક્વેર, રિંગ રોડ, સુરત.: [916, 1525, 1394, 1536]
lot-label: મિલકત નં. ૩: [852, 1561, 906, 1573]
reserve-label: અનામત કિંમત :: [852, 1759, 919, 1770]
paragraph: The College is an autonomous institution under the applicable UGC framework and is also a religious minority educational institution protected under Article 30(1) of the Constitution of India. Under the UGC Regulations applicable to autonomous colleges, the College is required to prescribe its admission procedure and publish the same for the information of students. The College has accordingly framed and published its admission procedure for Academic Year 2026-27 and is proceeding with admissions in accordance with the said procedure.: [469, 1740, 821, 1800]
lot-description: મિલકત નં. ૧૦ :- તમામ ભાગ અને હિસ્સા સાથેની મિલકત પ્લોટ નં. ૨૯, ઓમ સાંઈ રેસીડેન્સી, સુરત.: [852, 1820, 1247, 1831]
reserve-price: [852, 1648, 987, 1661]
signatory: Area Manager AKRSP(I), Netrang: [296, 2136, 445, 2146]
lot-amounts: [852, 1537, 1616, 1550]
org-website: Web: www.akrspindia.org.in: [185, 1677, 303, 1688]
table-row: [43, 1817, 445, 1843]
lot-text: તમામ ભાગ અને હિસ્સા સાથેની મિલકતનો ઓફિસ નં. ૧૨૩, પ્લોટ નં. ૧૫૫/૩, પહેલો માળ, ટાઈમ્સ સ્ક્વેર, રિંગ રોડ, સુરત.: [917, 1709, 1397, 1720]
lot-description: મિલકત નં. ૫ :- તમામ ભાગ અને હિસ્સા સાથેની મિલકતનો ઓફિસ નં. ૧૨૧, પ્લોટ નં. ૧૫૫/૩, પહેલો માળ, ટાઈમ્સ સ્ક્વેર, રિંગ રોડ, સુરત.: [852, 1635, 1396, 1647]
lot-amounts: [852, 1611, 1616, 1624]
notice-sign: For St. Xavier's College (Autonomous), Ahmedabad: [602, 2056, 821, 2066]
table-cell: 1: [43, 1792, 78, 1817]
column-delhi-news: [36, 83, 232, 850]
bank-header: [846, 1321, 1622, 1356]
